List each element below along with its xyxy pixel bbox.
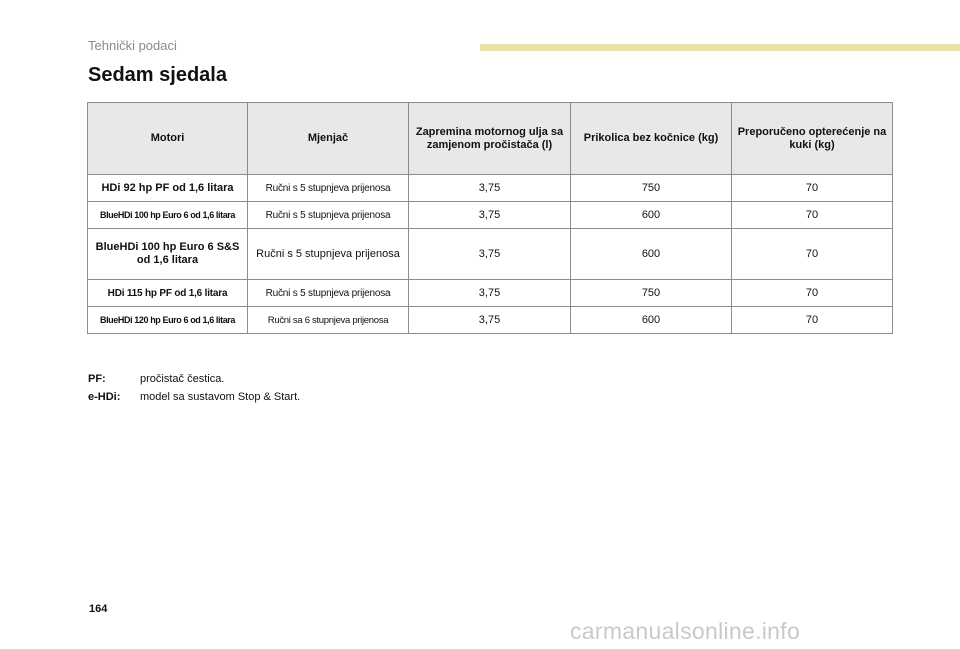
cell-hitch: 70 — [732, 229, 893, 280]
cell-hitch: 70 — [732, 175, 893, 202]
section-label: Tehnički podaci — [88, 38, 177, 53]
note-term: e-HDi: — [88, 391, 121, 403]
table-row — [88, 175, 893, 202]
table-row — [88, 280, 893, 307]
cell-engine: HDi 115 hp PF od 1,6 litara — [88, 280, 248, 307]
table-row — [88, 229, 893, 280]
cell-trailer: 600 — [571, 307, 732, 334]
cell-hitch: 70 — [732, 307, 893, 334]
cell-oil: 3,75 — [409, 307, 571, 334]
specs-table — [87, 102, 893, 334]
cell-engine: BlueHDi 120 hp Euro 6 od 1,6 litara — [88, 307, 248, 334]
cell-hitch: 70 — [732, 202, 893, 229]
note-item — [88, 370, 300, 388]
cell-oil: 3,75 — [409, 229, 571, 280]
table-header-row — [88, 103, 893, 175]
cell-engine: BlueHDi 100 hp Euro 6 od 1,6 litara — [88, 202, 248, 229]
cell-gearbox: Ručni s 5 stupnjeva prijenosa — [248, 280, 409, 307]
cell-engine: BlueHDi 100 hp Euro 6 S&S od 1,6 litara — [88, 229, 248, 280]
cell-oil: 3,75 — [409, 175, 571, 202]
page-number: 164 — [89, 603, 108, 615]
column-header-unbraked-trailer: Prikolica bez kočnice (kg) — [571, 103, 732, 175]
note-item — [88, 388, 300, 406]
cell-oil: 3,75 — [409, 280, 571, 307]
column-header-gearbox: Mjenjač — [248, 103, 409, 175]
section-accent-bar — [480, 44, 960, 51]
note-definition: pročistač čestica. — [140, 373, 225, 385]
cell-engine: HDi 92 hp PF od 1,6 litara — [88, 175, 248, 202]
cell-gearbox: Ručni s 5 stupnjeva prijenosa — [248, 229, 409, 280]
page-title: Sedam sjedala — [88, 64, 227, 86]
watermark: carmanualsonline.info — [570, 618, 801, 644]
cell-gearbox: Ručni s 5 stupnjeva prijenosa — [248, 202, 409, 229]
cell-trailer: 750 — [571, 175, 732, 202]
note-term: PF: — [88, 373, 106, 385]
table-row — [88, 202, 893, 229]
cell-trailer: 600 — [571, 202, 732, 229]
table-row — [88, 307, 893, 334]
cell-gearbox: Ručni s 5 stupnjeva prijenosa — [248, 175, 409, 202]
column-header-nose-weight: Preporučeno opterećenje na kuki (kg) — [732, 103, 893, 175]
cell-gearbox: Ručni sa 6 stupnjeva prijenosa — [248, 307, 409, 334]
cell-hitch: 70 — [732, 280, 893, 307]
notes-list — [88, 370, 300, 406]
column-header-engine: Motori — [88, 103, 248, 175]
note-definition: model sa sustavom Stop & Start. — [140, 391, 301, 403]
cell-oil: 3,75 — [409, 202, 571, 229]
cell-trailer: 750 — [571, 280, 732, 307]
cell-trailer: 600 — [571, 229, 732, 280]
column-header-oil-capacity: Zapremina motornog ulja sa zamjenom pročistača (l) — [409, 103, 571, 175]
